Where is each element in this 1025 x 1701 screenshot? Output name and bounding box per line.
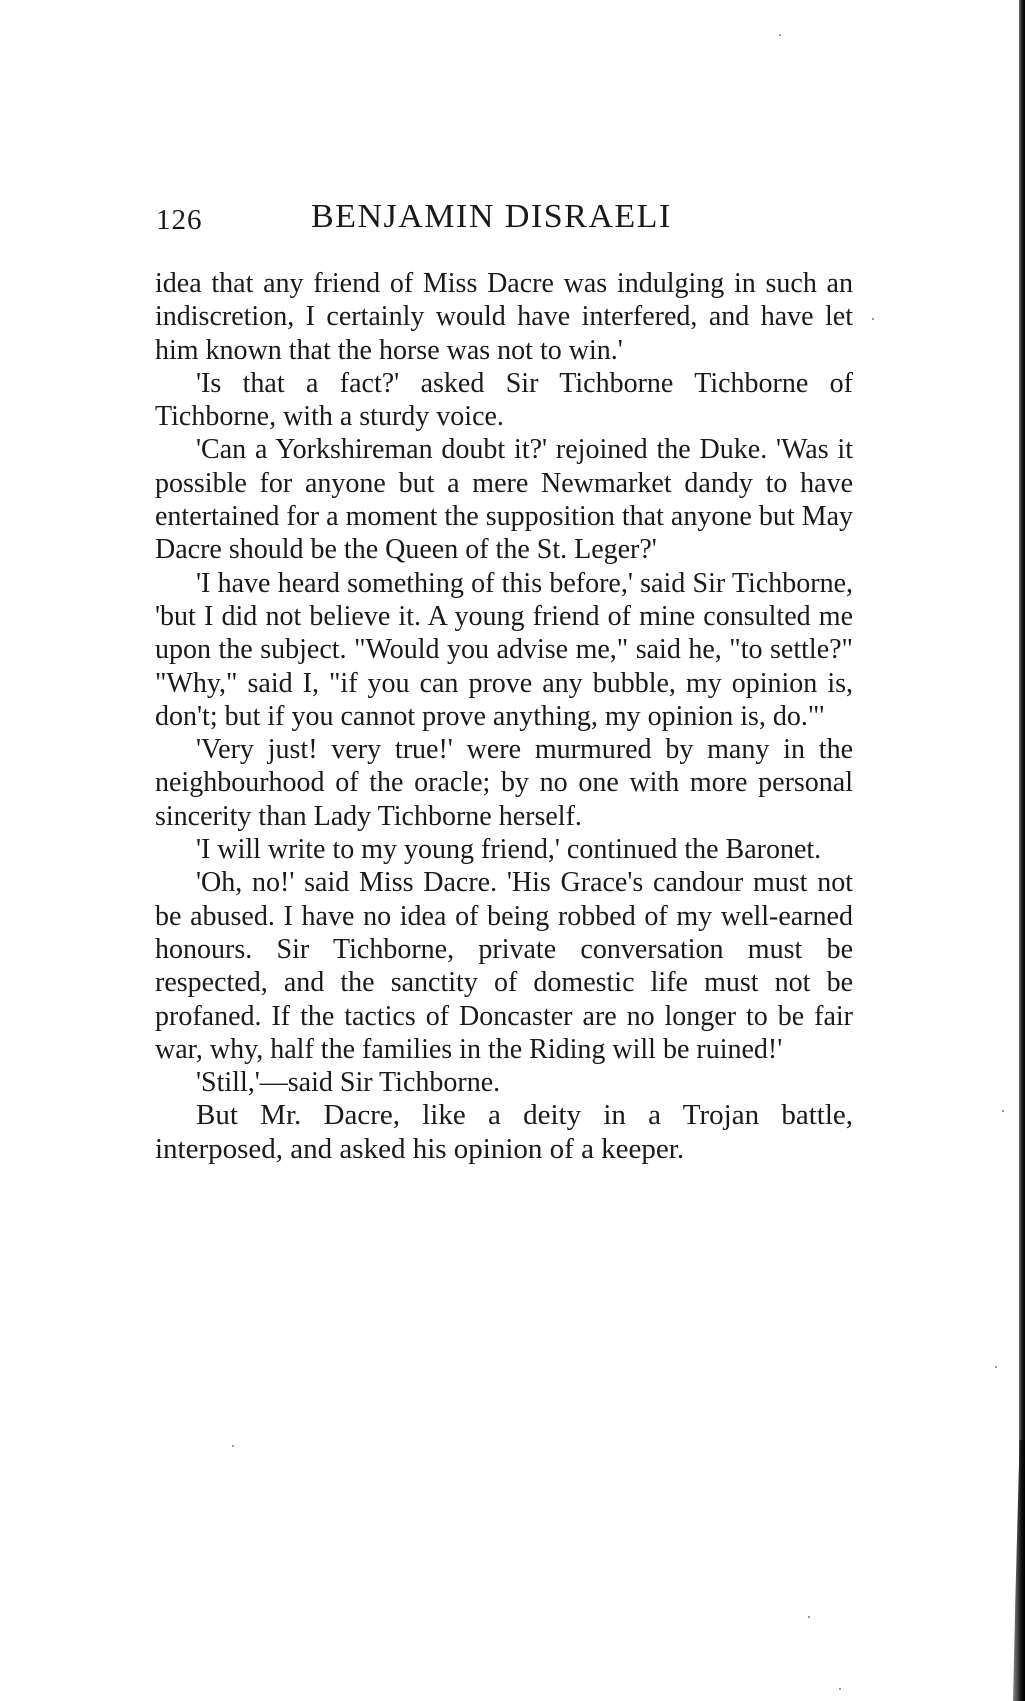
scan-speck <box>995 1366 997 1368</box>
paragraph: 'Oh, no!' said Miss Dacre. 'His Grace's candour must not be abused. I have no idea of being robbed of my well-earned honours. Sir Tichborne, private conversation must be respected, and the sanctity of domestic life must not be profaned. If the tactics of Doncaster are no longer to be fair war, why, half the families in the Riding will be ruined!' <box>155 867 853 1065</box>
page-number: 126 <box>156 204 203 236</box>
paragraph: But Mr. Dacre, like a deity in a Trojan battle, interposed, and asked his opinion of a keeper. <box>155 1099 853 1165</box>
scan-speck <box>232 1445 234 1447</box>
scan-speck <box>779 34 781 36</box>
scan-speck <box>808 1616 810 1618</box>
running-head <box>156 198 856 244</box>
binding-edge-shadow <box>1013 1440 1025 1701</box>
paragraph: 'I have heard something of this before,' said Sir Tichborne, 'but I did not believe it. A young friend of mine consulted me upon the subject. "Would you advise me," said he, "to settle?" "Why," said I, "if you can prove any bubble, my opinion is, don't; but if you cannot prove anything, my opinion is, do."' <box>155 567 853 732</box>
scan-speck <box>839 1688 841 1690</box>
body-text <box>155 267 853 1166</box>
paragraph: 'I will write to my young friend,' continued the Baronet. <box>196 834 822 866</box>
paragraph-continuation: idea that any friend of Miss Dacre was indulging in such an indiscretion, I certainly would have interfered, and have let him known that the horse was not to win.' <box>155 268 853 366</box>
running-title: BENJAMIN DISRAELI <box>311 198 672 235</box>
paragraph: 'Is that a fact?' asked Sir Tichborne Tichborne of Tichborne, with a sturdy voice. <box>155 367 853 433</box>
paragraph: 'Still,'—said Sir Tichborne. <box>196 1067 501 1099</box>
paragraph: 'Can a Yorkshireman doubt it?' rejoined the Duke. 'Was it possible for anyone but a mere Newmarket dandy to have entertained for a moment the supposition that anyone but May Dacre should be the Queen of the St. Leger?' <box>155 434 853 566</box>
paragraph: 'Very just! very true!' were murmured by many in the neighbourhood of the oracle; by no one with more personal sincerity than Lady Tichborne herself. <box>155 734 853 832</box>
scan-speck <box>872 318 874 320</box>
scan-speck <box>1002 1110 1004 1112</box>
